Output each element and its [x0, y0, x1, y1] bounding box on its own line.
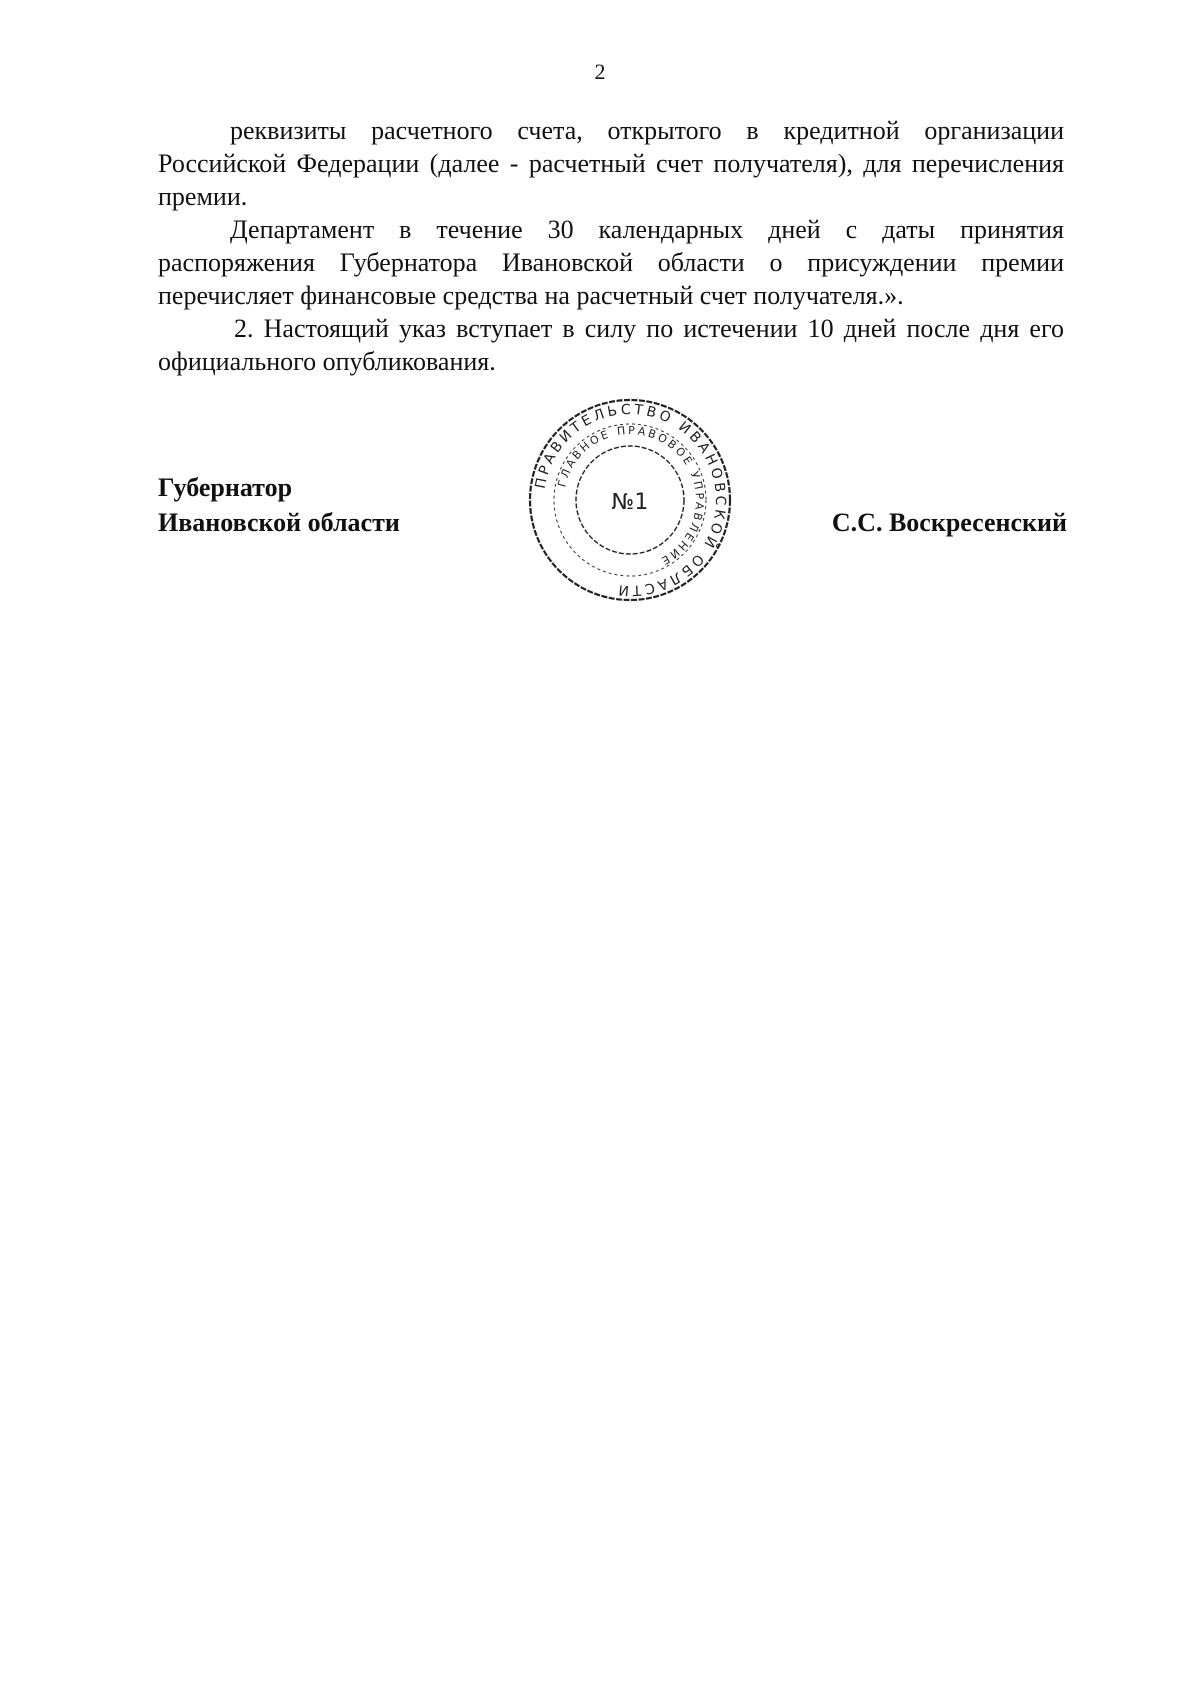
- signer-title-line2: Ивановской области: [158, 508, 400, 537]
- signer-title-line1: Губернатор: [158, 473, 293, 502]
- official-seal: [525, 395, 735, 605]
- paragraph-entry-into-force: 2. Настоящий указ вступает в силу по истечении 10 дней после дня его официального опубликования.: [158, 314, 1064, 376]
- seal-outer-text-path: ПРАВИТЕЛЬСТВО ИВАНОВСКОЙ ОБЛАСТИ: [532, 401, 729, 599]
- seal-number: №1: [611, 490, 649, 515]
- page-number: 2: [594, 59, 606, 84]
- paragraph-department-transfer: Департамент в течение 30 календарных дней с даты принятия распоряжения Губернатора Ивановской области о присуждении премии перечисляет финансовые средства на расчетный счет получателя.».: [158, 215, 1064, 310]
- signer-name: С.С. Воскресенский: [831, 508, 1067, 537]
- paragraph-bank-details: реквизиты расчетного счета, открытого в кредитной организации Российской Федерации (далее - расчетный счет получателя), для перечисления премии.: [158, 116, 1064, 211]
- document-body: [158, 114, 1064, 378]
- signer-title: [158, 470, 400, 540]
- seal-inner-text-path: ГЛАВНОЕ ПРАВОВОЕ УПРАВЛЕНИЕ: [555, 423, 707, 569]
